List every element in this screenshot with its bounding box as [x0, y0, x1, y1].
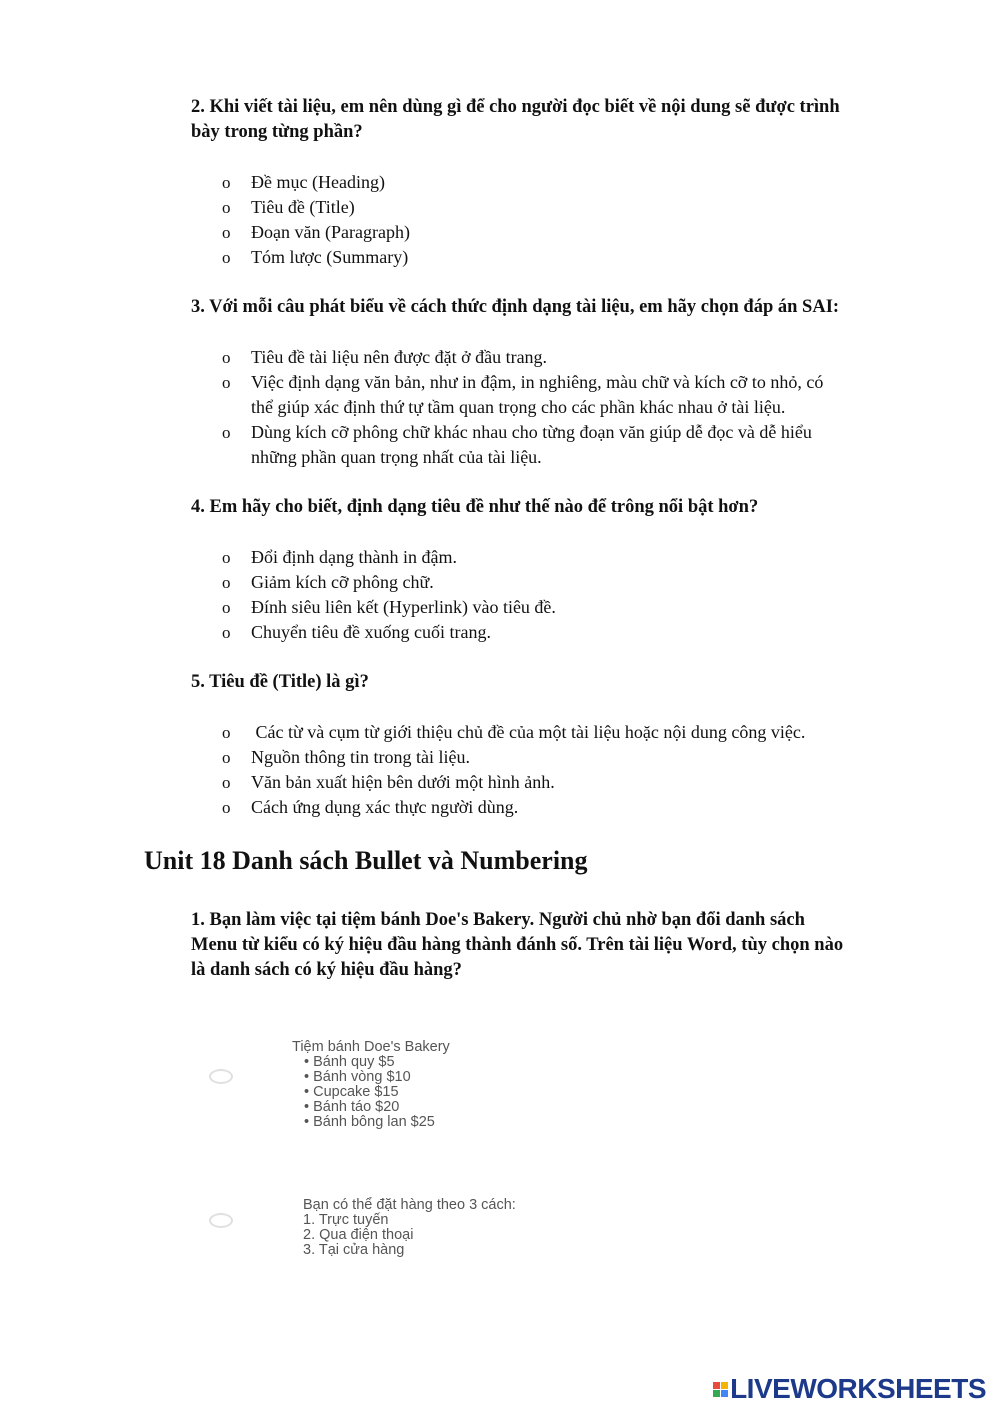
bullet-icon: o: [222, 198, 231, 217]
option[interactable]: o Giảm kích cỡ phông chữ.: [222, 570, 556, 595]
radio-choice-b[interactable]: [209, 1213, 233, 1228]
question-2-options: [222, 170, 410, 270]
bullet-icon: o: [222, 173, 231, 192]
list-item: • Bánh vòng $10: [304, 1069, 411, 1085]
option[interactable]: o Đính siêu liên kết (Hyperlink) vào tiêu đề.: [222, 595, 556, 620]
list-item: 2. Qua điện thoại: [303, 1227, 414, 1243]
unit18-question-1-line1: 1. Bạn làm việc tại tiệm bánh Doe's Bakery. Người chủ nhờ bạn đổi danh sách: [191, 910, 805, 930]
choice-b-title: Bạn có thể đặt hàng theo 3 cách:: [303, 1197, 516, 1213]
bullet-icon: o: [222, 798, 231, 817]
question-4-text: 4. Em hãy cho biết, định dạng tiêu đề như thế nào để trông nổi bật hơn?: [191, 497, 759, 517]
option[interactable]: o Đề mục (Heading): [222, 170, 410, 195]
question-2-line1: 2. Khi viết tài liệu, em nên dùng gì để cho người đọc biết về nội dung sẽ được trình: [191, 97, 840, 117]
bullet-icon: o: [222, 348, 231, 367]
list-item: • Bánh quy $5: [304, 1054, 395, 1070]
question-5-options: [222, 720, 805, 820]
liveworksheets-logo: [713, 1373, 986, 1405]
bullet-icon: o: [222, 573, 231, 592]
bullet-icon: o: [222, 223, 231, 242]
option[interactable]: o Việc định dạng văn bản, như in đậm, in nghiêng, màu chữ và kích cỡ to nhỏ, có thể giúp xác định thứ tự tầm quan trọng cho các phần khác nhau ở tài liệu.: [222, 372, 824, 417]
radio-choice-a[interactable]: [209, 1069, 233, 1084]
choice-a-title: Tiệm bánh Doe's Bakery: [292, 1039, 450, 1055]
option[interactable]: o Văn bản xuất hiện bên dưới một hình ảnh.: [222, 770, 805, 795]
unit-heading: Unit 18 Danh sách Bullet và Numbering: [144, 846, 588, 875]
bullet-icon: o: [222, 548, 231, 567]
question-2-line2: bày trong từng phần?: [191, 122, 363, 142]
logo-text: LIVEWORKSHEETS: [730, 1373, 986, 1404]
bullet-icon: o: [222, 598, 231, 617]
option[interactable]: o Chuyển tiêu đề xuống cuối trang.: [222, 620, 556, 645]
option[interactable]: o Đoạn văn (Paragraph): [222, 220, 410, 245]
list-item: 3. Tại cửa hàng: [303, 1242, 405, 1258]
option[interactable]: o Cách ứng dụng xác thực người dùng.: [222, 795, 805, 820]
list-item: • Cupcake $15: [304, 1084, 399, 1100]
list-item: • Bánh táo $20: [304, 1099, 400, 1115]
option[interactable]: o Tóm lược (Summary): [222, 245, 410, 270]
question-3-options: [222, 345, 823, 470]
option[interactable]: o Nguồn thông tin trong tài liệu.: [222, 745, 805, 770]
option[interactable]: o Dùng kích cỡ phông chữ khác nhau cho từng đoạn văn giúp dễ đọc và dễ hiểu những phần quan trọng nhất của tài liệu.: [222, 422, 812, 467]
bullet-icon: o: [222, 423, 231, 442]
bullet-icon: o: [222, 723, 231, 742]
list-item: 1. Trực tuyến: [303, 1212, 389, 1228]
option[interactable]: o Tiêu đề (Title): [222, 195, 410, 220]
unit18-question-1-line2: Menu từ kiểu có ký hiệu đầu hàng thành đánh số. Trên tài liệu Word, tùy chọn nào: [191, 935, 844, 955]
bullet-icon: o: [222, 373, 231, 392]
option[interactable]: o Tiêu đề tài liệu nên được đặt ở đầu trang.: [222, 345, 823, 370]
bullet-icon: o: [222, 623, 231, 642]
list-item: • Bánh bông lan $25: [304, 1114, 435, 1130]
bullet-icon: o: [222, 748, 231, 767]
choice-b-image: [303, 1198, 516, 1258]
question-3-text: 3. Với mỗi câu phát biểu về cách thức định dạng tài liệu, em hãy chọn đáp án SAI:: [191, 297, 840, 317]
question-4-options: [222, 545, 556, 645]
choice-a-image: [292, 1040, 450, 1130]
bullet-icon: o: [222, 248, 231, 267]
logo-grid-icon: [713, 1382, 728, 1397]
option[interactable]: o Các từ và cụm từ giới thiệu chủ đề của một tài liệu hoặc nội dung công việc.: [222, 720, 805, 745]
unit18-question-1-line3: là danh sách có ký hiệu đầu hàng?: [191, 960, 462, 980]
option[interactable]: o Đổi định dạng thành in đậm.: [222, 545, 556, 570]
bullet-icon: o: [222, 773, 231, 792]
question-5-text: 5. Tiêu đề (Title) là gì?: [191, 672, 369, 692]
